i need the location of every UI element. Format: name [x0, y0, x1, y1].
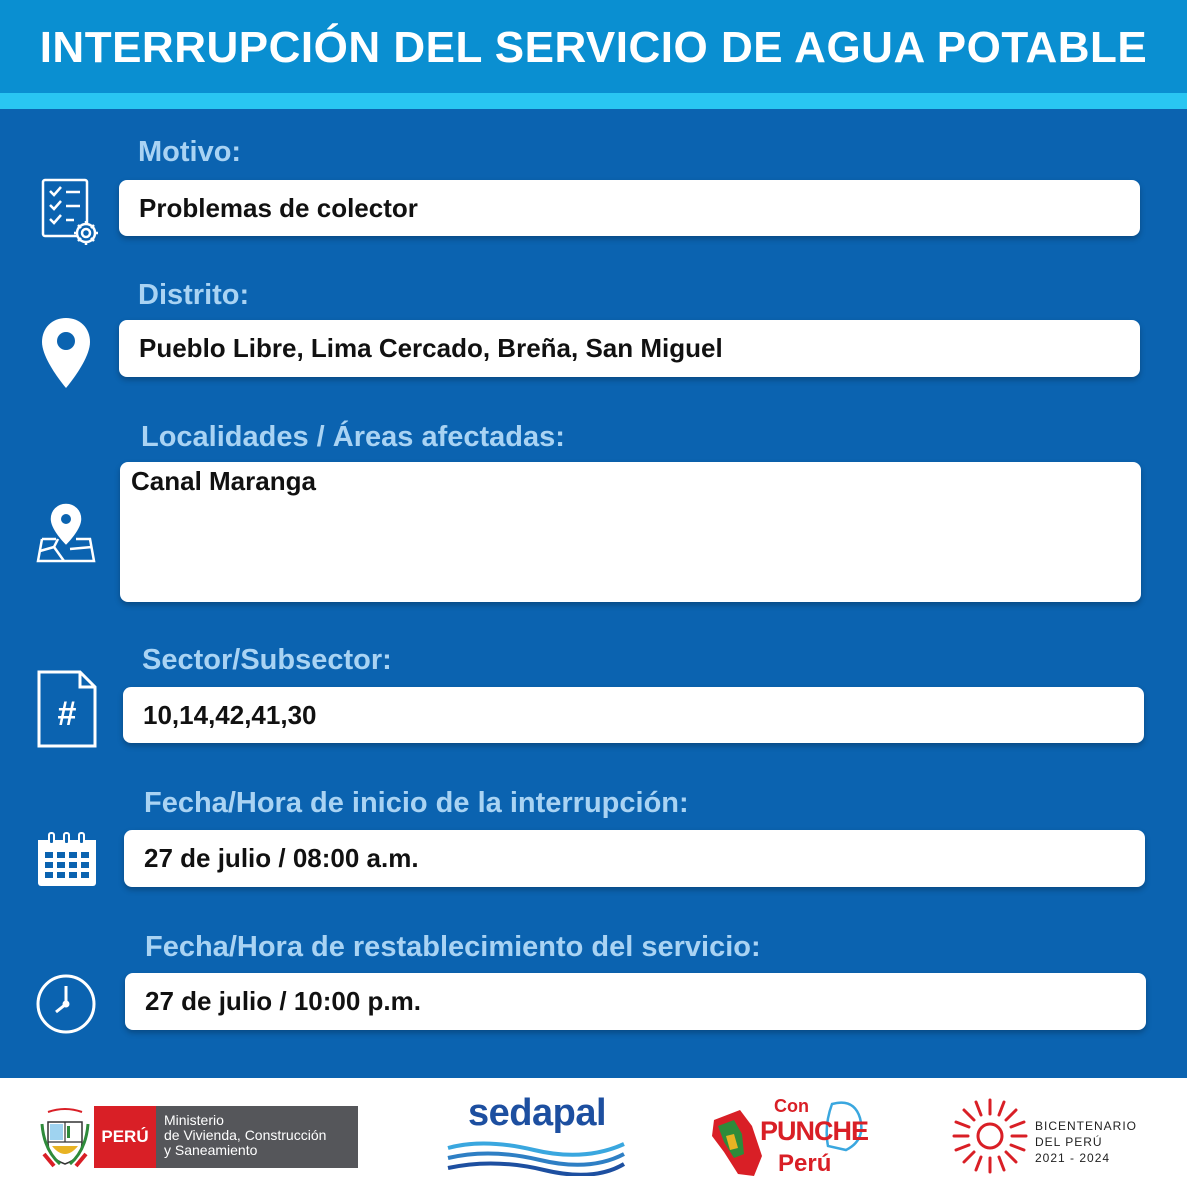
map-location-icon — [34, 503, 98, 565]
sedapal-logo-text: sedapal — [468, 1092, 607, 1134]
info-panel — [0, 109, 1187, 1078]
map-pin-icon — [40, 316, 92, 390]
header-stripe — [0, 93, 1187, 109]
punche-con: Con — [774, 1096, 809, 1116]
page-title: INTERRUPCIÓN DEL SERVICIO DE AGUA POTABLE — [39, 23, 1148, 72]
sector-label: Sector/Subsector: — [142, 644, 392, 676]
punche-peru: Perú — [778, 1150, 832, 1177]
inicio-value: 27 de julio / 08:00 a.m. — [124, 830, 1145, 887]
sector-value: 10,14,42,41,30 — [123, 687, 1144, 743]
bicentenario-sun-icon — [950, 1096, 1030, 1181]
ministerio-logo — [94, 1106, 358, 1168]
calendar-icon — [36, 832, 98, 888]
bicentenario-text — [1035, 1118, 1137, 1166]
svg-text:#: # — [57, 695, 77, 733]
checklist-gear-icon — [40, 177, 100, 247]
motivo-label: Motivo: — [138, 136, 242, 168]
ministerio-line-3: y Saneamiento — [164, 1142, 258, 1158]
clock-icon — [34, 972, 98, 1036]
bicentenario-line-3: 2021 - 2024 — [1035, 1151, 1111, 1165]
peru-badge: PERÚ — [94, 1106, 156, 1168]
inicio-label: Fecha/Hora de inicio de la interrupción: — [144, 787, 689, 819]
footer-logos — [0, 1078, 1187, 1200]
localidades-value: Canal Maranga — [120, 462, 1141, 602]
sedapal-waves-icon — [444, 1140, 628, 1181]
punche-word: PUNCHE — [760, 1116, 869, 1146]
bicentenario-line-1: BICENTENARIO — [1035, 1119, 1138, 1133]
hash-document-icon — [36, 669, 98, 749]
localidades-label: Localidades / Áreas afectadas: — [141, 421, 565, 453]
peru-coat-of-arms-icon — [40, 1104, 90, 1175]
ministerio-name — [156, 1106, 358, 1168]
ministerio-line-1: Ministerio — [164, 1112, 224, 1128]
distrito-label: Distrito: — [138, 279, 250, 311]
motivo-value: Problemas de colector — [119, 180, 1140, 236]
header-bar — [0, 0, 1187, 96]
bicentenario-line-2: DEL PERÚ — [1035, 1135, 1103, 1149]
punche-peru-logo — [704, 1096, 874, 1191]
ministerio-line-2: de Vivienda, Construcción — [164, 1127, 327, 1143]
restablecimiento-label: Fecha/Hora de restablecimiento del servicio: — [145, 931, 761, 963]
distrito-value: Pueblo Libre, Lima Cercado, Breña, San Miguel — [119, 320, 1140, 377]
restablecimiento-value: 27 de julio / 10:00 p.m. — [125, 973, 1146, 1030]
